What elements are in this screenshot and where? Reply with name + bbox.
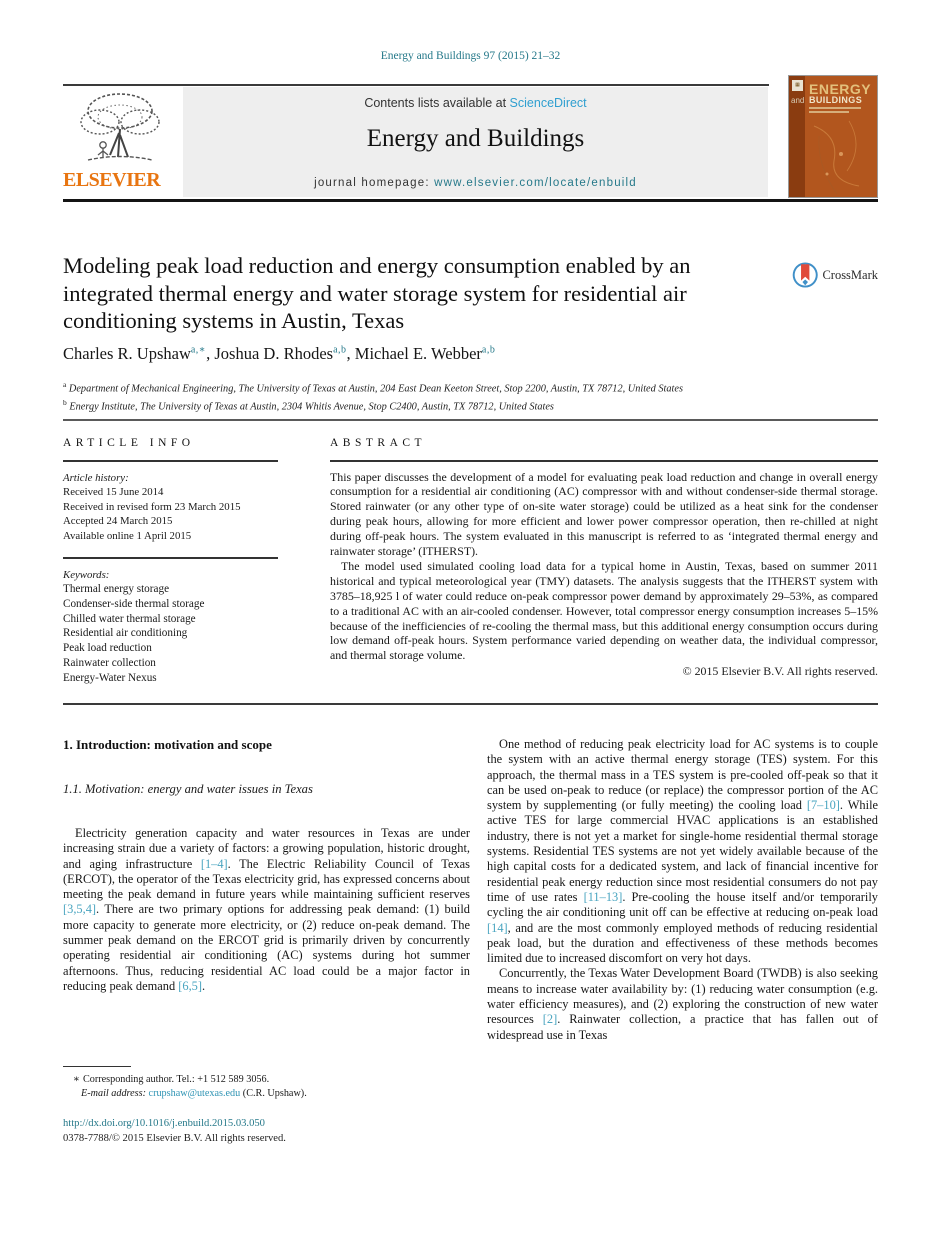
elsevier-wordmark: ELSEVIER xyxy=(63,169,161,191)
body-paragraph: One method of reducing peak electricity load for AC systems is to couple the system with an active thermal energy storage (TES) system. For this approach, the thermal mass in a TES system is pre-cooled off-peak so that it can be used on-peak to reduce (or replace) the compressor portion of the AC system by supplementing (or fully meeting) the cooling load [7–10]. While active TES for large commercial HVAC applications is an established industry, there is not yet a market for single-home residential thermal storage systems. Residential TES systems are not yet widely available because of the high capital costs for a dedicated system, and lack of financial incentive for residential peak energy reduction since most residential consumers do not pay time of use rates [11–13]. Pre-cooling the house itself and/or temporarily cycling the air conditioning unit off can be effective at reducing on-peak load [14], and are the most commonly employed methods of reducing residential peak load, but the duration and effectiveness of these methods becomes limited due to increased discomfort on very hot days. xyxy=(487,737,879,966)
section-heading: 1. Introduction: motivation and scope xyxy=(63,737,272,752)
footnote-rule xyxy=(63,1066,131,1067)
author-name: Charles R. Upshaw xyxy=(63,344,191,363)
affiliation-line xyxy=(63,378,853,396)
history-label: Article history: xyxy=(63,471,129,484)
citation-link[interactable]: [11–13] xyxy=(583,889,623,904)
cover-title-energy: ENERGY xyxy=(809,81,872,97)
article-info-heading: ARTICLE INFO xyxy=(63,437,195,449)
author-name: Joshua D. Rhodes xyxy=(214,344,334,363)
author-separator: , xyxy=(206,344,215,363)
affiliations xyxy=(63,378,853,415)
homepage-line xyxy=(183,177,768,189)
cover-subtitle-line xyxy=(809,107,861,109)
title-block-bottom-rule xyxy=(63,419,878,421)
cover-subtitle-line xyxy=(809,111,849,113)
citation-link[interactable]: [14] xyxy=(487,920,508,935)
affiliation-text: Department of Mechanical Engineering, The University of Texas at Austin, 204 East Dean Keeton Street, Stop 2200, Austin, TX 78712, United States xyxy=(66,383,683,395)
abstract-paragraph: The model used simulated cooling load data for a typical home in Austin, Texas, based on summer 2011 historical and typical meteorological year (TMY) datasets. The analysis suggests that the ITHERST system with 3785–18,925 l of water could reduce on-peak compressor power demand by approximately 29–53%, as compared to a traditional AC with an air-cooled condenser. However, total compressor energy consumption increases 5–15% because of the inefficiencies of re-cooling the thermal mass, but this additional energy consumption occurs during low demand off-peak hours. System performance varied depending on weather data, the individual compressor, and thermal storage volume. xyxy=(330,558,878,663)
running-head-citation: Energy and Buildings 97 (2015) 21–32 xyxy=(380,50,561,62)
homepage-prefix: journal homepage: xyxy=(314,177,435,189)
abstract-heading: ABSTRACT xyxy=(330,437,427,449)
elsevier-logo[interactable] xyxy=(63,87,177,197)
citation-link[interactable]: [6,5] xyxy=(178,978,203,993)
citation-link[interactable]: [7–10] xyxy=(806,798,840,813)
affiliation-line xyxy=(63,396,853,414)
email-label: E-mail address: xyxy=(81,1087,146,1099)
keyword: Thermal energy storage xyxy=(63,583,170,595)
email-link[interactable]: crupshaw@utexas.edu xyxy=(148,1087,241,1099)
masthead-banner xyxy=(183,87,768,197)
crossmark-label: CrossMark xyxy=(822,267,878,282)
subsection-heading: 1.1. Motivation: energy and water issues in Texas xyxy=(63,782,313,796)
history-item: Received in revised form 23 March 2015 xyxy=(63,500,241,513)
email-note xyxy=(63,1087,470,1101)
elsevier-tree-icon xyxy=(72,89,168,169)
author-affil-sup[interactable]: a,∗ xyxy=(190,344,207,356)
article-info-column xyxy=(63,437,318,686)
abstract-paragraph: This paper discusses the development of a model for evaluating peak load reduction and change in overall energy consumption for a residential air conditioning (AC) compressor with and without condenser-side thermal storage. Stored rainwater (or any other type of on-site water storage) could be utilized as a heat sink for the condenser during peak hours, allowing for more efficient and lower power compressor operation, then re-chilled at night during off-peak hours. The system evaluated in this manuscript is referred to as ‘integrated thermal energy and rainwater storage’ (ITHERST). xyxy=(330,469,878,559)
affiliation-text: Energy Institute, The University of Texas at Austin, 2304 Whitis Avenue, Stop C2400, Austin, TX 78712, United States xyxy=(66,401,554,413)
body-paragraph: Concurrently, the Texas Water Development Board (TWDB) is also seeking means to increase water availability by: (1) reducing water consumption (e.g. water efficiency measures), and (2) exploring the construction of new water resources [2]. Rainwater collection, a practice that has fallen out of widespread use in Texas xyxy=(487,966,878,1042)
homepage-link[interactable]: www.elsevier.com/locate/enbuild xyxy=(434,177,637,189)
affiliation-sup: b xyxy=(63,398,67,408)
cover-publisher-mark-icon: ▦ xyxy=(792,80,803,91)
author-name: Michael E. Webber xyxy=(354,344,482,363)
history-item: Accepted 24 March 2015 xyxy=(63,515,173,527)
keyword: Chilled water thermal storage xyxy=(63,612,196,625)
citation-link[interactable]: [1–4] xyxy=(200,856,228,871)
author-affil-sup[interactable]: a,b xyxy=(333,344,347,356)
article-info-rule xyxy=(63,460,278,462)
keywords-label: Keywords: xyxy=(63,568,110,581)
doi-link[interactable]: http://dx.doi.org/10.1016/j.enbuild.2015.03.050 xyxy=(63,1118,265,1129)
masthead-top-rule xyxy=(63,84,769,86)
cover-title-buildings: BUILDINGS xyxy=(809,95,863,105)
authors-line xyxy=(63,344,823,364)
body-left-column xyxy=(63,737,470,994)
body-paragraph: Electricity generation capacity and water resources in Texas are under increasing strain due a variety of factors: a growing population, historic drought, and aging infrastructure [1–4]. The Electric Reliability Council of Texas (ERCOT), the operator of the Texas electricity grid, has expressed concerns about meeting the peak demand in future years while maintaining sufficient reserves [3,5,4]. There are two primary options for addressing peak demand: (1) build more capacity to generate more electricity, or (2) reduce on-peak demand. The summer peak demand on the ERCOT grid is primarily driven by concurrently operating residential air conditioning (AC) systems during hot summer afternoons. Thus, reducing residential AC load could be a major factor in reducing peak demand [6,5]. xyxy=(63,826,471,993)
history-item: Available online 1 April 2015 xyxy=(63,529,192,542)
abstract-bottom-rule xyxy=(63,703,878,705)
keyword: Condenser-side thermal storage xyxy=(63,597,205,610)
corresponding-author-note xyxy=(63,1073,470,1087)
masthead-bottom-rule xyxy=(63,199,878,202)
doi-block xyxy=(63,1116,470,1146)
keyword: Rainwater collection xyxy=(63,656,156,669)
body-right-column xyxy=(487,737,878,1043)
article-title: Modeling peak load reduction and energy consumption enabled by an integrated thermal energy and water storage system for residential air conditioning systems in Austin, Texas xyxy=(63,253,691,333)
citation-link[interactable]: [2] xyxy=(542,1012,558,1027)
keyword: Residential air conditioning xyxy=(63,627,188,640)
keyword: Energy-Water Nexus xyxy=(63,671,157,684)
affiliation-sup: a xyxy=(63,380,67,389)
email-suffix: (C.R. Upshaw). xyxy=(240,1087,307,1099)
citation-link[interactable]: [3,5,4] xyxy=(63,902,97,917)
keywords-block xyxy=(63,568,318,686)
journal-title: Energy and Buildings xyxy=(366,125,585,152)
crossmark-icon xyxy=(792,256,818,294)
contents-line xyxy=(183,96,768,110)
sciencedirect-link[interactable]: ScienceDirect xyxy=(509,96,587,110)
keywords-rule xyxy=(63,557,278,559)
journal-cover-thumbnail[interactable] xyxy=(788,75,878,198)
abstract-column xyxy=(330,437,878,679)
cover-title-and: and xyxy=(791,96,805,105)
keyword: Peak load reduction xyxy=(63,642,152,655)
author-affil-sup[interactable]: a,b xyxy=(481,344,496,356)
history-item: Received 15 June 2014 xyxy=(63,486,164,498)
footnote-marker: ∗ xyxy=(73,1074,80,1085)
crossmark-badge[interactable] xyxy=(792,256,878,294)
abstract-rule xyxy=(330,460,878,462)
copyright-line: © 2015 Elsevier B.V. All rights reserved. xyxy=(682,664,878,679)
author-separator: , xyxy=(346,344,355,363)
corresponding-text: Corresponding author. Tel.: +1 512 589 3056. xyxy=(82,1074,270,1085)
issn-copyright-line: 0378-7788/© 2015 Elsevier B.V. All rights reserved. xyxy=(63,1133,286,1144)
footnote-block xyxy=(63,1066,470,1100)
contents-prefix: Contents lists available at xyxy=(364,96,510,110)
